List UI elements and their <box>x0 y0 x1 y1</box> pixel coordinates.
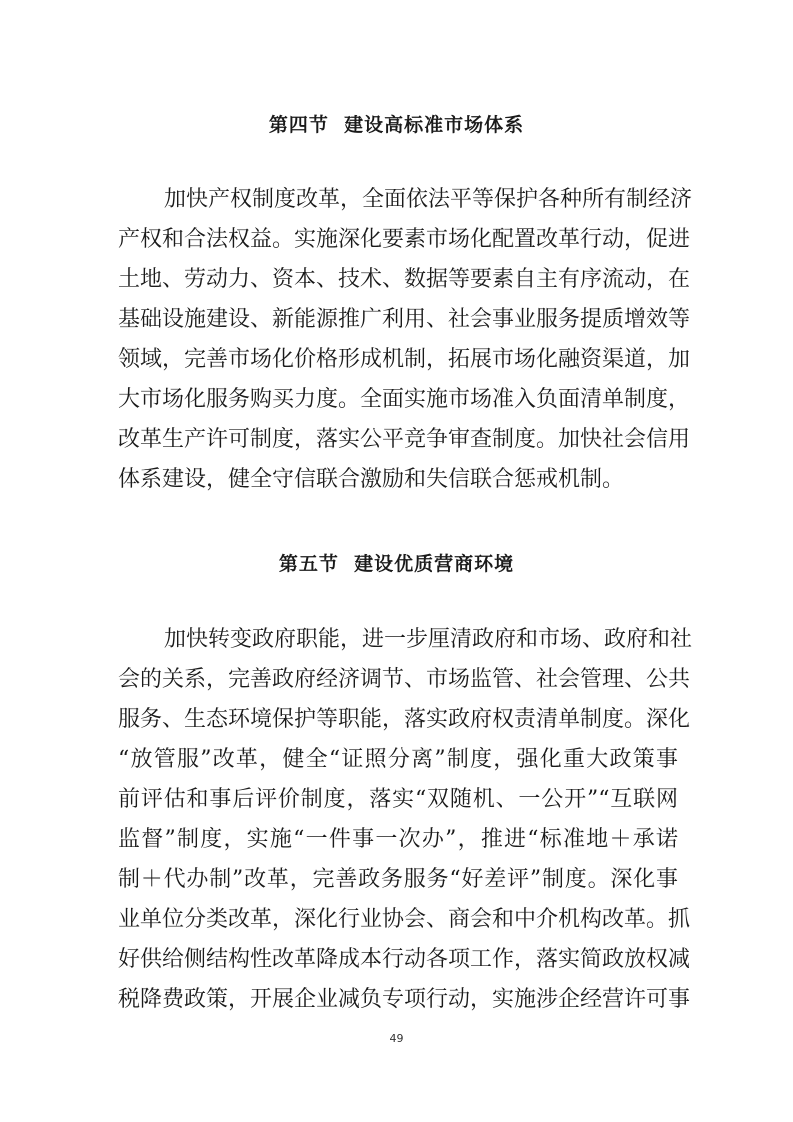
page-number: 49 <box>389 1032 404 1045</box>
paragraph-line: 土地、劳动力、资本、技术、数据等要素自主有序流动，在 <box>118 267 691 292</box>
section-4-heading: 第四节 建设高标准市场体系 <box>268 114 525 136</box>
paragraph-line: 基础设施建设、新能源推广利用、社会事业服务提质增效等 <box>118 307 691 332</box>
paragraph-line: 产权和合法权益。实施深化要素市场化配置改革行动，促进 <box>118 227 691 252</box>
paragraph-line: “放管服”改革，健全“证照分离”制度，强化重大政策事 <box>118 747 678 772</box>
paragraph-line: 制＋代办制”改革，完善政务服务“好差评”制度。深化事 <box>118 867 678 892</box>
paragraph-line: 业单位分类改革，深化行业协会、商会和中介机构改革。抓 <box>118 907 691 932</box>
paragraph-line: 领域，完善市场化价格形成机制，拓展市场化融资渠道，加 <box>118 347 691 372</box>
paragraph-line: 加快转变政府职能，进一步厘清政府和市场、政府和社 <box>164 627 693 652</box>
paragraph-line: 加快产权制度改革，全面依法平等保护各种所有制经济 <box>164 187 693 212</box>
paragraph-line: 服务、生态环境保护等职能，落实政府权责清单制度。深化 <box>118 707 691 732</box>
paragraph-line: 会的关系，完善政府经济调节、市场监管、社会管理、公共 <box>118 667 691 692</box>
paragraph-line: 体系建设，健全守信联合激励和失信联合惩戒机制。 <box>118 467 625 492</box>
section-4-paragraph <box>118 180 693 500</box>
section-5-heading: 第五节 建设优质营商环境 <box>278 553 515 575</box>
paragraph-line: 税降费政策，开展企业减负专项行动，实施涉企经营许可事 <box>118 987 691 1012</box>
paragraph-line: 改革生产许可制度，落实公平竞争审查制度。加快社会信用 <box>118 427 691 452</box>
paragraph-line: 大市场化服务购买力度。全面实施市场准入负面清单制度， <box>118 387 691 412</box>
section-5-paragraph <box>118 620 693 1020</box>
paragraph-line: 好供给侧结构性改革降成本行动各项工作，落实简政放权减 <box>118 947 691 972</box>
paragraph-line: 前评估和事后评价制度，落实“双随机、一公开”“互联网 <box>118 787 678 812</box>
paragraph-line: 监督”制度，实施“一件事一次办”，推进“标准地＋承诺 <box>118 827 678 852</box>
